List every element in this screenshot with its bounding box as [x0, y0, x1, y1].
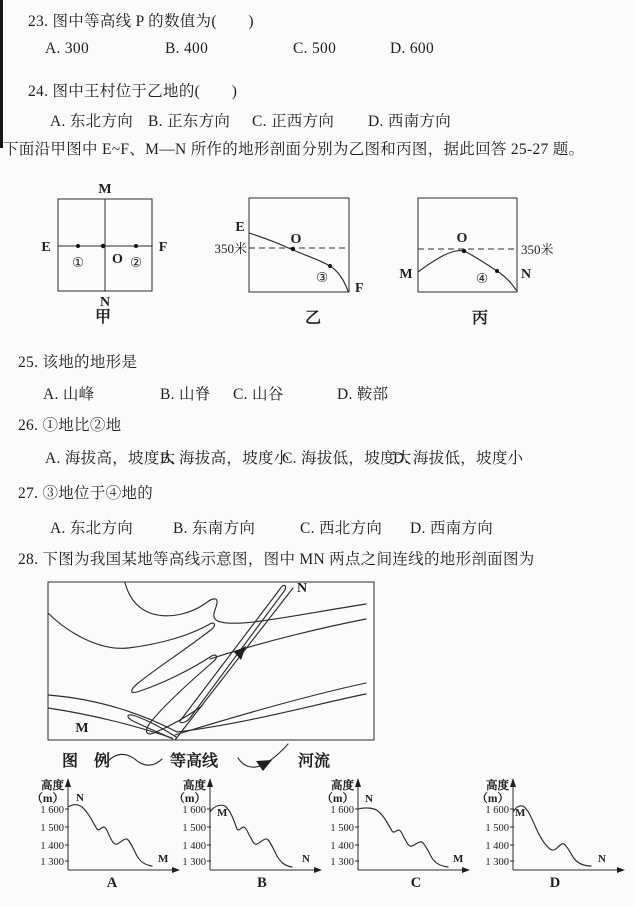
contour-symbol: [106, 754, 162, 765]
yi-dot-o: [291, 247, 295, 251]
option-27-c: C. 西北方向: [300, 520, 383, 537]
option-26-b: B. 海拔高，坡度小: [160, 450, 290, 467]
legend-contour-label: 等高线: [170, 753, 219, 770]
c-chart-label: C: [410, 875, 422, 891]
map-frame: [48, 582, 374, 740]
jia-point-1: ①: [71, 255, 85, 270]
a-tick-1500: 1 500: [40, 823, 64, 834]
question-25-stem: 25. 该地的地形是: [18, 354, 138, 371]
a-tick-1300: 1 300: [40, 857, 64, 868]
option-26-d: D. 海拔低，坡度小: [393, 450, 524, 467]
jia-label-f: F: [158, 240, 168, 255]
option-25-a: A. 山峰: [43, 386, 95, 403]
a-right-point: M: [158, 853, 169, 865]
b-y-title: 高度: [183, 780, 206, 792]
map-label-m: M: [75, 721, 89, 736]
jia-caption: 甲: [94, 309, 112, 326]
bing-frame: [418, 198, 517, 292]
profile-chart-a: [20, 775, 185, 893]
option-25-c: C. 山谷: [233, 386, 284, 403]
c-tick-1400: 1 400: [330, 841, 354, 852]
d-y-unit: （m）: [476, 793, 509, 805]
contour-sliver-valley: [180, 585, 286, 722]
contour-line-lower-sweep: [175, 683, 366, 735]
yi-elevation-350m: 350米: [214, 241, 247, 256]
jia-point-2: ②: [129, 255, 143, 270]
bing-caption: 丙: [471, 310, 489, 327]
b-tick-1300: 1 300: [182, 857, 206, 868]
jia-label-m: M: [98, 182, 112, 197]
jia-dot-2: [134, 244, 138, 248]
profile-chart-c: [310, 775, 475, 893]
question-27-stem: 27. ③地位于④地的: [18, 485, 154, 502]
jia-label-e: E: [41, 240, 51, 255]
profile-chart-b: [162, 775, 327, 893]
question-26-stem: 26. ①地比②地: [18, 417, 122, 434]
d-y-title: 高度: [486, 780, 509, 792]
legend-title: 图 例: [62, 753, 111, 770]
diagram-bing: [380, 170, 585, 328]
a-chart-label: A: [106, 875, 118, 891]
option-27-a: A. 东北方向: [50, 520, 134, 537]
option-23-d: D. 600: [390, 40, 434, 57]
c-profile-curve: [358, 808, 448, 867]
map-label-n: N: [297, 581, 308, 596]
option-24-b: B. 正东方向: [148, 113, 231, 130]
b-right-point: N: [302, 853, 310, 865]
c-tick-1300: 1 300: [330, 857, 354, 868]
option-27-b: B. 东南方向: [173, 520, 256, 537]
a-tick-1400: 1 400: [40, 841, 64, 852]
a-profile-curve: [68, 805, 152, 866]
a-y-title: 高度: [41, 780, 64, 792]
yi-label-f: F: [355, 281, 364, 296]
bing-profile-curve: [418, 251, 516, 291]
scan-edge-artifact: [0, 0, 3, 148]
bing-dot-4: [495, 269, 499, 273]
c-y-title: 高度: [331, 780, 354, 792]
question-24-stem: 24. 图中王村位于乙地的( ): [28, 83, 238, 100]
question-23-stem: 23. 图中等高线 P 的数值为( ): [28, 13, 254, 30]
option-25-b: B. 山脊: [160, 386, 211, 403]
b-y-unit: （m）: [173, 793, 206, 805]
intro-text-25-27: 下面沿甲图中 E~F、M—N 所作的地形剖面分别为乙图和丙图，据此回答 25-27 题。: [3, 141, 585, 158]
river-symbol-arrowhead: [256, 760, 272, 771]
diagram-jia: [30, 170, 200, 328]
bing-label-m: M: [399, 267, 413, 282]
yi-label-o: O: [290, 232, 302, 247]
bing-point-4: ④: [475, 271, 489, 286]
d-tick-1600: 1 600: [485, 805, 509, 816]
yi-dot-3: [328, 264, 332, 268]
c-right-point: M: [453, 853, 464, 865]
d-chart-label: D: [549, 875, 561, 891]
option-24-a: A. 东北方向: [50, 113, 134, 130]
option-23-a: A. 300: [45, 40, 89, 57]
a-y-unit: （m）: [31, 793, 64, 805]
option-24-d: D. 西南方向: [368, 113, 452, 130]
a-tick-1600: 1 600: [40, 805, 64, 816]
yi-point-3: ③: [315, 270, 329, 285]
b-tick-1600: 1 600: [182, 805, 206, 816]
bing-label-n: N: [521, 267, 532, 282]
c-y-unit: （m）: [321, 793, 354, 805]
bing-dot-o: [462, 249, 466, 253]
b-tick-1400: 1 400: [182, 841, 206, 852]
option-23-c: C. 500: [293, 40, 337, 57]
b-left-point: M: [217, 807, 228, 819]
d-tick-1300: 1 300: [485, 857, 509, 868]
a-left-point: N: [76, 792, 84, 804]
legend-river-label: 河流: [298, 753, 331, 770]
yi-caption: 乙: [304, 310, 322, 327]
diagram-yi: [200, 170, 375, 328]
question-28-stem: 28. 下图为我国某地等高线示意图，图中 MN 两点之间连线的地形剖面图为: [18, 551, 535, 568]
d-left-point: M: [515, 807, 526, 819]
option-27-d: D. 西南方向: [410, 520, 494, 537]
option-26-c: C. 海拔低，坡度大: [282, 450, 412, 467]
a-y-axis-arrow: [65, 778, 71, 787]
jia-label-n: N: [99, 295, 111, 310]
bing-label-o: O: [456, 231, 468, 246]
c-tick-1500: 1 500: [330, 823, 354, 834]
b-tick-1500: 1 500: [182, 823, 206, 834]
d-tick-1500: 1 500: [485, 823, 509, 834]
option-25-d: D. 鞍部: [337, 386, 389, 403]
jia-label-o: O: [112, 252, 123, 267]
c-tick-1600: 1 600: [330, 805, 354, 816]
bing-elevation-350m: 350米: [521, 242, 554, 257]
contour-map-figure: [40, 575, 380, 780]
c-left-point: N: [365, 793, 373, 805]
b-chart-label: B: [257, 875, 267, 891]
jia-dot-o: [101, 244, 105, 248]
option-26-a: A. 海拔高，坡度大: [45, 450, 176, 467]
jia-dot-1: [76, 244, 80, 248]
profile-chart-d: [465, 775, 630, 893]
d-tick-1400: 1 400: [485, 841, 509, 852]
contour-line-mid-sweep: [210, 619, 366, 659]
contour-line-top: [125, 583, 366, 623]
yi-label-e: E: [235, 220, 245, 235]
option-23-b: B. 400: [165, 40, 209, 57]
option-24-c: C. 正西方向: [252, 113, 335, 130]
d-right-point: N: [598, 853, 606, 865]
